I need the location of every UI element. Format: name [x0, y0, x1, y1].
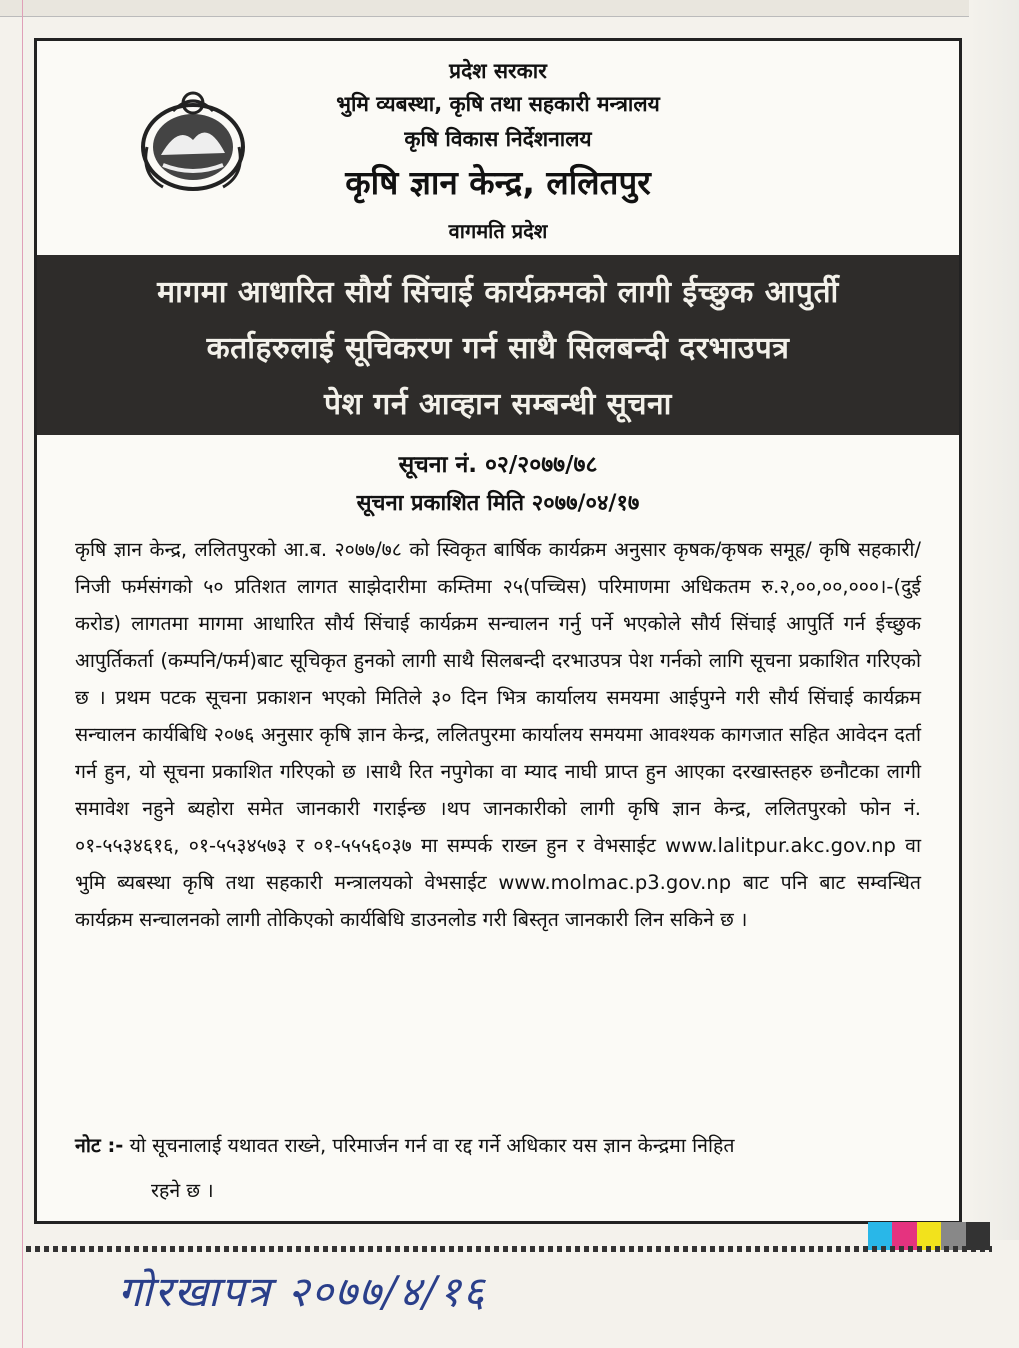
page-cut-line	[26, 1246, 992, 1252]
government-notice	[34, 38, 962, 1224]
notice-body: कृषि ज्ञान केन्द्र, ललितपुरको आ.ब. २०७७/७८ को स्विकृत बार्षिक कार्यक्रम अनुसार कृषक/कृषक समूह/ कृषि सहकारी/ निजी फर्मसंगको ५० प्रतिशत लागत साझेदारीमा कम्तिमा २५(पच्चिस) परिमाणमा अधिकतम रु.२,००,००,०००।-(दुई करोड) लागतमा मागमा आधारित सौर्य सिंचाई कार्यक्रम सन्चालन गर्नु पर्ने भएकोले सौर्य सिंचाई आपुर्ति गर्न ईच्छुक आपुर्तिकर्ता (कम्पनि/फर्म)बाट सूचिकृत हुनको लागी साथै सिलबन्दी दरभाउपत्र पेश गर्नको लागि सूचना प्रकाशित गरिएको छ । प्रथम पटक सूचना प्रकाशन भएको मितिले ३० दिन भित्र कार्यालय समयमा आईपुग्ने गरी सौर्य सिंचाई कार्यक्रम सन्चालन कार्यबिधि २०७६ अनुसार कृषि ज्ञान केन्द्र, ललितपुरमा कार्यालय समयमा आवश्यक कागजात सहित आवेदन दर्ता गर्न हुन, यो सूचना प्रकाशित गरिएको छ ।साथै रित नपुगेका वा म्याद नाघी प्राप्त हुन आएका दरखास्तहरु छनौटका लागी समावेश नहुने ब्यहोरा समेत जानकारी गराईन्छ ।थप जानकारीको लागी कृषि ज्ञान केन्द्र, ललितपुरको फोन नं. ०१-५५३४६१६, ०१-५५३४५७३ र ०१-५५५६०३७ मा सम्पर्क राख्न हुन र वेभसाईट www.lalitpur.akc.gov.np वा भुमि ब्यबस्था कृषि तथा सहकारी मन्त्रालयको वेभसाईट www.molmac.p3.gov.np बाट पनि बाट सम्वन्धित कार्यक्रम सन्चालनको लागी तोकिएको कार्यबिधि डाउनलोड गरी बिस्तृत जानकारी लिन सकिने छ ।	[75, 538, 921, 931]
header-line-1: प्रदेश सरकार	[449, 59, 547, 83]
scan-top-strip	[0, 0, 1019, 17]
banner-line-1: मागमा आधारित सौर्य सिंचाई कार्यक्रमको लागी ईच्छुक आपुर्ती	[157, 275, 839, 310]
page-margin-line	[22, 0, 23, 1348]
notice-published-date: सूचना प्रकाशित मिति २०७७/०४/१७	[356, 491, 640, 516]
notice-number: सूचना नं. ०२/२०७७/७८	[398, 452, 598, 478]
handwritten-source-caption: गोरखापत्र २०७७/४/१६	[118, 1267, 487, 1316]
scan-right-gutter	[969, 0, 1019, 1240]
header-office-title: कृषि ज्ञान केन्द्र, ललितपुर	[345, 163, 651, 202]
note-label: नोट :-	[75, 1134, 124, 1157]
banner-line-2: कर्ताहरुलाई सूचिकरण गर्न साथै सिलबन्दी दरभाउपत्र	[206, 331, 790, 366]
notice-note	[75, 1123, 921, 1213]
header-province: वागमति प्रदेश	[448, 219, 548, 243]
note-text-continued: रहने छ ।	[151, 1179, 214, 1202]
note-text: यो सूचनालाई यथावत राख्ने, परिमार्जन गर्न वा रद्द गर्ने अधिकार यस ज्ञान केन्द्रमा निहित	[129, 1134, 735, 1157]
header-directorate: कृषि विकास निर्देशनालय	[404, 127, 592, 151]
notice-title-banner	[37, 255, 959, 435]
header-ministry: भुमि व्यबस्था, कृषि तथा सहकारी मन्त्रालय	[336, 92, 660, 116]
banner-line-3: पेश गर्न आव्हान सम्बन्धी सूचना	[324, 387, 672, 422]
